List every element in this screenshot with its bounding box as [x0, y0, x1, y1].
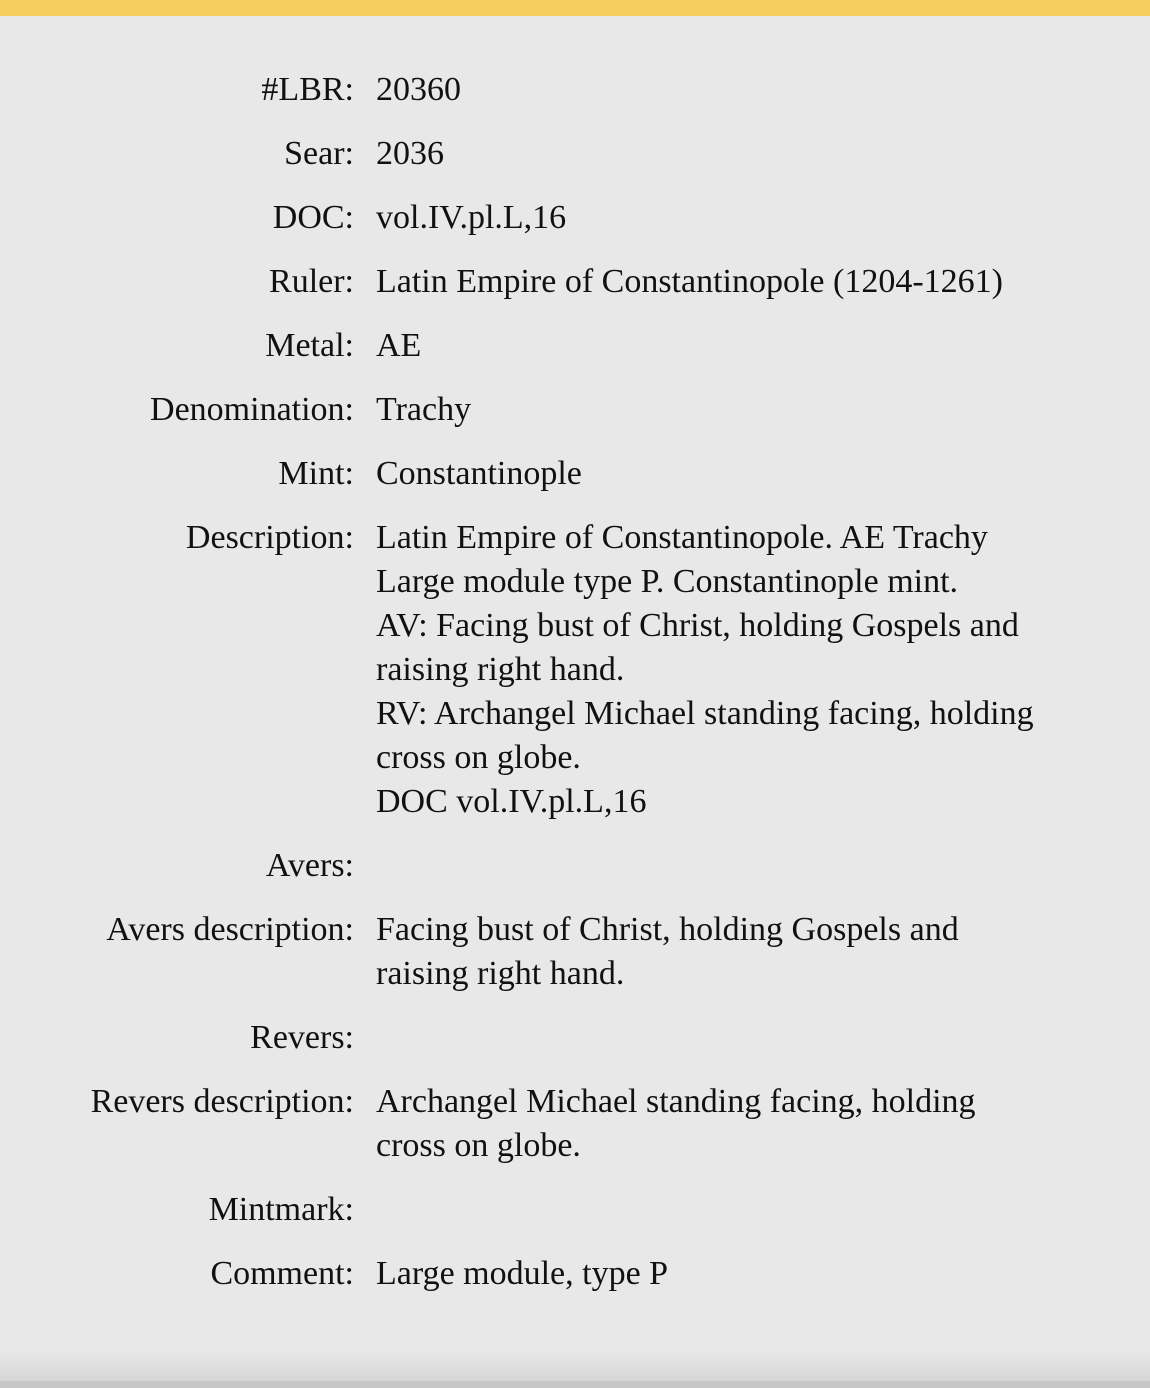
- field-value-line: Latin Empire of Constantinopole. AE Trachy Large module type P. Constantinople mint.: [376, 519, 988, 600]
- field-value-mint: [376, 452, 1036, 516]
- field-value-metal: [376, 324, 1036, 388]
- field-label-ruler: Ruler:: [269, 263, 354, 300]
- field-row-description: [62, 516, 1036, 844]
- field-value-doc: [376, 196, 1036, 260]
- field-value-denomination: [376, 388, 1036, 452]
- field-value-line: AV: Facing bust of Christ, holding Gospels and raising right hand.: [376, 607, 1019, 688]
- field-label-comment: Comment:: [210, 1255, 354, 1292]
- field-label-revers: Revers:: [250, 1019, 354, 1056]
- field-row-comment: [62, 1252, 1036, 1316]
- field-row-mintmark: [62, 1188, 1036, 1252]
- field-value-line: DOC vol.IV.pl.L,16: [376, 783, 647, 820]
- field-value-avers: [376, 844, 1036, 908]
- field-value-line: RV: Archangel Michael standing facing, holding cross on globe.: [376, 695, 1034, 776]
- field-label-avers: Avers:: [265, 847, 354, 884]
- field-value-line: AE: [376, 327, 422, 364]
- field-value-revers: [376, 1016, 1036, 1080]
- bottom-border: [0, 1381, 1150, 1388]
- field-row-doc: [62, 196, 1036, 260]
- field-value-comment: [376, 1252, 1036, 1316]
- field-row-sear: [62, 132, 1036, 196]
- field-label-lbr: #LBR:: [261, 71, 354, 108]
- field-value-ruler: [376, 260, 1036, 324]
- field-label-doc: DOC:: [272, 199, 354, 236]
- field-label-denomination: Denomination:: [150, 391, 354, 428]
- top-accent-bar: [0, 0, 1150, 16]
- field-value-avers-description: [376, 908, 1036, 1016]
- field-value-line: Large module, type P: [376, 1255, 669, 1292]
- field-value-sear: [376, 132, 1036, 196]
- field-label-avers-description: Avers description:: [106, 911, 354, 948]
- field-row-avers-description: [62, 908, 1036, 1016]
- field-label-description: Description:: [185, 519, 354, 556]
- field-value-line: Facing bust of Christ, holding Gospels and raising right hand.: [376, 911, 959, 992]
- field-value-mintmark: [376, 1188, 1036, 1252]
- field-label-sear: Sear:: [284, 135, 354, 172]
- field-value-description: [376, 516, 1036, 844]
- field-value-line: 2036: [376, 135, 444, 172]
- field-label-mint: Mint:: [278, 455, 354, 492]
- field-row-mint: [62, 452, 1036, 516]
- field-label-revers-description: Revers description:: [90, 1083, 354, 1120]
- field-row-lbr: [62, 68, 1036, 132]
- field-value-line: Archangel Michael standing facing, holding cross on globe.: [376, 1083, 976, 1164]
- field-row-ruler: [62, 260, 1036, 324]
- field-value-line: Constantinople: [376, 455, 582, 492]
- field-label-mintmark: Mintmark:: [208, 1191, 354, 1228]
- field-value-lbr: [376, 68, 1036, 132]
- field-label-metal: Metal:: [265, 327, 354, 364]
- coin-details-table: [62, 68, 1036, 1316]
- field-value-line: Latin Empire of Constantinopole (1204-1261): [376, 263, 1003, 300]
- field-value-line: Trachy: [376, 391, 472, 428]
- field-value-line: vol.IV.pl.L,16: [376, 199, 567, 236]
- field-value-revers-description: [376, 1080, 1036, 1188]
- field-row-revers-description: [62, 1080, 1036, 1188]
- field-value-line: 20360: [376, 71, 461, 108]
- field-row-metal: [62, 324, 1036, 388]
- field-row-denomination: [62, 388, 1036, 452]
- field-row-avers: [62, 844, 1036, 908]
- field-row-revers: [62, 1016, 1036, 1080]
